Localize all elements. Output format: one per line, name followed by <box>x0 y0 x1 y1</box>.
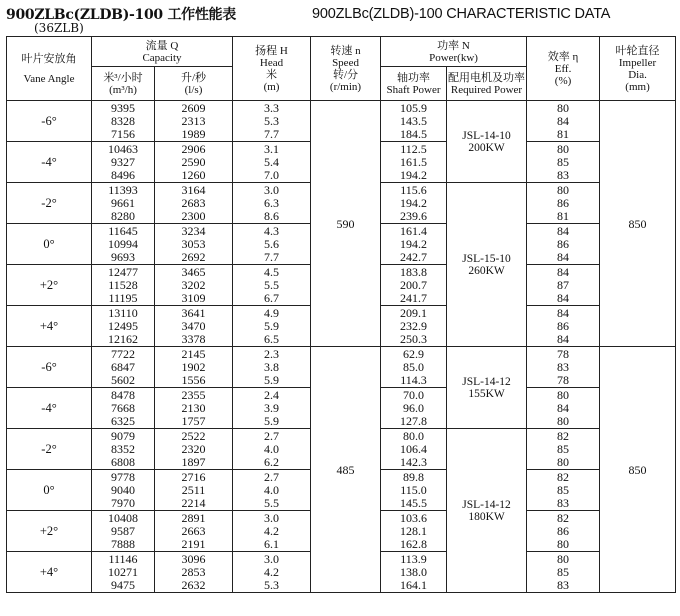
title-cn: 900ZLBc(ZLDB)-100 工作性能表 <box>6 7 236 23</box>
q_ls-value: 3234 <box>181 223 206 238</box>
capacity-m3h-cell <box>92 388 155 429</box>
q_m3h-value: 8496 <box>111 167 135 182</box>
shaft-value: 184.5 <box>400 126 428 141</box>
head-cell <box>233 183 311 224</box>
efficiency-cell <box>527 265 600 306</box>
shaft-value: 164.1 <box>400 577 428 592</box>
q_ls-value: 1260 <box>181 167 206 182</box>
shaft-value: 161.4 <box>400 223 428 238</box>
title-sub: (36ZLB) <box>34 21 84 35</box>
vane-angle-cell: 0° <box>7 470 92 511</box>
eff-value: 85 <box>557 564 570 579</box>
head-value: 6.2 <box>264 454 280 469</box>
motor-model: JSL-14-12 <box>462 375 511 388</box>
q_m3h-value: 6847 <box>111 359 135 374</box>
shaft-value: 232.9 <box>400 318 428 333</box>
shaft-value: 70.0 <box>403 387 425 402</box>
q_m3h-value: 9079 <box>111 428 135 443</box>
q_ls-value: 2590 <box>181 154 206 169</box>
head-value: 4.0 <box>264 482 280 497</box>
shaft-value: 194.2 <box>400 236 428 251</box>
eff-value: 80 <box>557 454 570 469</box>
head-value: 5.9 <box>264 413 280 428</box>
q_m3h-value: 8478 <box>111 387 135 402</box>
impeller-header: 叶轮直径 Impeller Dia. (mm) <box>600 37 676 101</box>
shaft-value: 200.7 <box>400 277 428 292</box>
shaft-value: 161.5 <box>400 154 428 169</box>
q_m3h-value: 11645 <box>108 223 138 238</box>
required-power-cell <box>447 347 527 429</box>
q_ls-value: 2609 <box>181 100 206 115</box>
q_ls-value: 1902 <box>181 359 206 374</box>
eff-value: 80 <box>557 536 570 551</box>
shaft-value: 128.1 <box>400 523 428 538</box>
eff-value: 84 <box>557 264 570 279</box>
head-value: 2.7 <box>264 469 280 484</box>
title-en: 900ZLBc(ZLDB)-100 CHARACTERISTIC DATA <box>312 6 611 22</box>
q_ls-value: 3164 <box>181 182 206 197</box>
power-header: 功率 N Power(kw) <box>381 37 527 67</box>
vane-angle-header: 叶片安放角 Vane Angle <box>7 37 92 101</box>
q_m3h-value: 10271 <box>108 564 138 579</box>
capacity-ls-cell <box>155 224 233 265</box>
capacity-m3h-cell <box>92 429 155 470</box>
q_ls-value: 2716 <box>181 469 206 484</box>
shaft-power-header: 轴功率 Shaft Power <box>381 67 447 101</box>
eff-value: 84 <box>557 223 570 238</box>
head-value: 4.5 <box>264 264 280 279</box>
capacity-ls-cell <box>155 511 233 552</box>
head-value: 6.7 <box>264 290 280 305</box>
head-value: 2.4 <box>264 387 280 402</box>
shaft-power-cell <box>381 347 447 388</box>
q_ls-value: 2891 <box>181 510 206 525</box>
required-power-cell <box>447 429 527 593</box>
eff-value: 86 <box>557 195 570 210</box>
head-value: 6.1 <box>264 536 280 551</box>
head-cell <box>233 388 311 429</box>
q_ls-value: 3202 <box>181 277 206 292</box>
q_m3h-value: 11146 <box>108 551 138 566</box>
q_ls-value: 2355 <box>181 387 206 402</box>
vane-angle-cell: -6° <box>7 101 92 142</box>
shaft-value: 106.4 <box>400 441 428 456</box>
capacity-ls-cell <box>155 552 233 593</box>
q_m3h-value: 11528 <box>108 277 138 292</box>
head-value: 7.7 <box>264 249 280 264</box>
shaft-value: 112.5 <box>400 141 427 156</box>
head-value: 5.9 <box>264 318 280 333</box>
head-value: 3.8 <box>264 359 280 374</box>
shaft-value: 115.0 <box>400 482 427 497</box>
required-power-cell <box>447 101 527 183</box>
shaft-value: 103.6 <box>400 510 428 525</box>
shaft-value: 113.9 <box>400 551 427 566</box>
q_ls-value: 2145 <box>181 346 206 361</box>
vane-angle-cell: -6° <box>7 347 92 388</box>
q_ls-value: 3465 <box>181 264 206 279</box>
eff-value: 80 <box>557 182 570 197</box>
eff-value: 83 <box>557 495 570 510</box>
capacity-m3h-cell <box>92 142 155 183</box>
q_m3h-value: 9693 <box>111 249 135 264</box>
q_ls-value: 2853 <box>181 564 206 579</box>
eff-value: 82 <box>557 510 570 525</box>
q_m3h-value: 9475 <box>111 577 135 592</box>
capacity-ls-cell <box>155 183 233 224</box>
head-value: 4.2 <box>264 564 280 579</box>
head-value: 5.5 <box>264 495 280 510</box>
head-value: 6.3 <box>264 195 280 210</box>
q_m3h-value: 6325 <box>111 413 135 428</box>
motor-model: JSL-15-10 <box>462 252 511 265</box>
eff-value: 81 <box>557 208 570 223</box>
shaft-value: 80.0 <box>403 428 425 443</box>
efficiency-cell <box>527 388 600 429</box>
capacity-ls-cell <box>155 429 233 470</box>
capacity-ls-header: 升/秒 (l/s) <box>155 67 233 101</box>
head-value: 7.0 <box>264 167 280 182</box>
eff-value: 85 <box>557 441 570 456</box>
capacity-header: 流量 Q Capacity <box>92 37 233 67</box>
vane-angle-cell: +2° <box>7 265 92 306</box>
head-value: 3.3 <box>264 100 280 115</box>
eff-value: 84 <box>557 249 570 264</box>
q_m3h-value: 7970 <box>111 495 135 510</box>
capacity-ls-cell <box>155 142 233 183</box>
efficiency-cell <box>527 183 600 224</box>
head-value: 5.9 <box>264 372 280 387</box>
eff-value: 86 <box>557 318 570 333</box>
q_m3h-value: 5602 <box>111 372 135 387</box>
q_m3h-value: 8352 <box>111 441 135 456</box>
efficiency-cell <box>527 101 600 142</box>
motor-power: 180KW <box>468 510 505 523</box>
eff-value: 82 <box>557 469 570 484</box>
vane-angle-cell: +2° <box>7 511 92 552</box>
head-value: 5.4 <box>264 154 280 169</box>
eff-value: 83 <box>557 359 570 374</box>
vane-angle-cell: -2° <box>7 429 92 470</box>
q_m3h-value: 12162 <box>108 331 138 346</box>
q_ls-value: 3109 <box>181 290 206 305</box>
eff-value: 80 <box>557 413 570 428</box>
q_m3h-value: 10408 <box>108 510 138 525</box>
efficiency-cell <box>527 470 600 511</box>
eff-value: 86 <box>557 523 570 538</box>
q_ls-value: 2663 <box>181 523 206 538</box>
q_ls-value: 2906 <box>181 141 206 156</box>
shaft-value: 145.5 <box>400 495 428 510</box>
efficiency-cell <box>527 511 600 552</box>
capacity-ls-cell <box>155 265 233 306</box>
eff-value: 81 <box>557 126 570 141</box>
shaft-power-cell <box>381 265 447 306</box>
head-value: 4.2 <box>264 523 280 538</box>
eff-value: 80 <box>557 141 570 156</box>
vane-angle-cell: +4° <box>7 552 92 593</box>
q_ls-value: 2632 <box>181 577 206 592</box>
q_m3h-value: 10463 <box>108 141 138 156</box>
head-value: 4.9 <box>264 305 280 320</box>
capacity-m3h-cell <box>92 183 155 224</box>
q_m3h-value: 7722 <box>111 346 135 361</box>
shaft-value: 194.2 <box>400 167 428 182</box>
head-value: 4.0 <box>264 441 280 456</box>
efficiency-cell <box>527 224 600 265</box>
head-header: 扬程 H Head 米 (m) <box>233 37 311 101</box>
table-row <box>7 101 676 142</box>
shaft-value: 115.6 <box>400 182 427 197</box>
q_ls-value: 1556 <box>181 372 206 387</box>
capacity-m3h-cell <box>92 101 155 142</box>
eff-value: 84 <box>557 331 570 346</box>
impeller-cell: 850 <box>600 347 676 593</box>
shaft-value: 239.6 <box>400 208 428 223</box>
head-value: 5.3 <box>264 577 280 592</box>
motor-power: 260KW <box>468 264 505 277</box>
shaft-power-cell <box>381 552 447 593</box>
shaft-value: 105.9 <box>400 100 428 115</box>
q_ls-value: 2313 <box>181 113 206 128</box>
q_m3h-value: 10994 <box>108 236 138 251</box>
capacity-m3h-cell <box>92 552 155 593</box>
head-value: 7.7 <box>264 126 280 141</box>
q_m3h-value: 7668 <box>111 400 135 415</box>
shaft-power-cell <box>381 511 447 552</box>
head-value: 3.0 <box>264 510 280 525</box>
efficiency-cell <box>527 142 600 183</box>
q_ls-value: 3470 <box>181 318 206 333</box>
table-row <box>7 347 676 388</box>
eff-value: 80 <box>557 387 570 402</box>
capacity-m3h-cell <box>92 306 155 347</box>
q_m3h-value: 8280 <box>111 208 135 223</box>
capacity-m3h-cell <box>92 265 155 306</box>
eff-value: 86 <box>557 236 570 251</box>
eff-value: 83 <box>557 577 570 592</box>
q_m3h-value: 11195 <box>108 290 138 305</box>
motor-power: 155KW <box>468 387 505 400</box>
vane-angle-cell: -2° <box>7 183 92 224</box>
head-value: 5.3 <box>264 113 280 128</box>
head-cell <box>233 101 311 142</box>
eff-value: 80 <box>557 100 570 115</box>
vane-angle-cell: +4° <box>7 306 92 347</box>
eff-value: 80 <box>557 551 570 566</box>
head-cell <box>233 142 311 183</box>
shaft-value: 89.8 <box>403 469 425 484</box>
efficiency-cell <box>527 347 600 388</box>
impeller-cell: 850 <box>600 101 676 347</box>
eff-value: 87 <box>557 277 570 292</box>
head-value: 2.3 <box>264 346 280 361</box>
shaft-value: 85.0 <box>403 359 425 374</box>
shaft-value: 241.7 <box>400 290 428 305</box>
q_m3h-value: 11393 <box>108 182 138 197</box>
head-value: 5.6 <box>264 236 280 251</box>
shaft-value: 250.3 <box>400 331 428 346</box>
q_m3h-value: 7156 <box>111 126 135 141</box>
q_m3h-value: 8328 <box>111 113 135 128</box>
q_ls-value: 2300 <box>181 208 206 223</box>
speed-cell: 590 <box>311 101 381 347</box>
eff-value: 85 <box>557 154 570 169</box>
efficiency-header: 效率 η Eff. (%) <box>527 37 600 101</box>
eff-value: 84 <box>557 400 570 415</box>
shaft-power-cell <box>381 470 447 511</box>
shaft-value: 114.3 <box>400 372 427 387</box>
shaft-value: 242.7 <box>400 249 428 264</box>
capacity-m3h-header: 米³/小时 (m³/h) <box>92 67 155 101</box>
shaft-power-cell <box>381 142 447 183</box>
motor-power: 200KW <box>468 141 505 154</box>
eff-value: 84 <box>557 290 570 305</box>
head-value: 5.5 <box>264 277 280 292</box>
q_m3h-value: 13110 <box>108 305 138 320</box>
q_ls-value: 2683 <box>181 195 206 210</box>
motor-model: JSL-14-12 <box>462 498 511 511</box>
q_m3h-value: 6808 <box>111 454 135 469</box>
q_ls-value: 2320 <box>181 441 206 456</box>
head-cell <box>233 265 311 306</box>
table-body <box>7 101 676 593</box>
efficiency-cell <box>527 429 600 470</box>
q_ls-value: 1897 <box>181 454 206 469</box>
q_ls-value: 3641 <box>181 305 206 320</box>
eff-value: 78 <box>557 346 570 361</box>
q_m3h-value: 12477 <box>108 264 138 279</box>
vane-angle-cell: -4° <box>7 142 92 183</box>
q_ls-value: 1757 <box>181 413 206 428</box>
efficiency-cell <box>527 552 600 593</box>
q_ls-value: 3378 <box>181 331 206 346</box>
shaft-power-cell <box>381 183 447 224</box>
head-value: 3.0 <box>264 182 280 197</box>
characteristic-table <box>6 36 676 593</box>
shaft-power-cell <box>381 224 447 265</box>
capacity-ls-cell <box>155 347 233 388</box>
head-cell <box>233 306 311 347</box>
eff-value: 85 <box>557 482 570 497</box>
shaft-value: 162.8 <box>400 536 428 551</box>
motor-model: JSL-14-10 <box>462 129 511 142</box>
q_m3h-value: 9040 <box>111 482 135 497</box>
shaft-power-cell <box>381 101 447 142</box>
eff-value: 78 <box>557 372 570 387</box>
speed-cell: 485 <box>311 347 381 593</box>
q_ls-value: 2214 <box>181 495 206 510</box>
eff-value: 82 <box>557 428 570 443</box>
q_m3h-value: 9661 <box>111 195 135 210</box>
capacity-m3h-cell <box>92 511 155 552</box>
shaft-value: 62.9 <box>403 346 425 361</box>
head-value: 3.0 <box>264 551 280 566</box>
head-value: 6.5 <box>264 331 280 346</box>
q_ls-value: 2511 <box>181 482 206 497</box>
capacity-ls-cell <box>155 306 233 347</box>
q_m3h-value: 7888 <box>111 536 135 551</box>
head-cell <box>233 552 311 593</box>
q_ls-value: 2522 <box>181 428 206 443</box>
capacity-ls-cell <box>155 101 233 142</box>
shaft-power-cell <box>381 429 447 470</box>
shaft-value: 127.8 <box>400 413 428 428</box>
q_ls-value: 2130 <box>181 400 206 415</box>
required-power-cell <box>447 183 527 347</box>
shaft-value: 209.1 <box>400 305 428 320</box>
shaft-value: 194.2 <box>400 195 428 210</box>
head-cell <box>233 470 311 511</box>
q_ls-value: 2191 <box>181 536 206 551</box>
shaft-value: 142.3 <box>400 454 428 469</box>
head-cell <box>233 429 311 470</box>
q_ls-value: 3053 <box>181 236 206 251</box>
q_ls-value: 1989 <box>181 126 206 141</box>
head-value: 4.3 <box>264 223 280 238</box>
speed-header: 转速 n Speed 转/分 (r/min) <box>311 37 381 101</box>
capacity-m3h-cell <box>92 347 155 388</box>
head-cell <box>233 224 311 265</box>
head-value: 3.9 <box>264 400 280 415</box>
head-cell <box>233 511 311 552</box>
head-value: 3.1 <box>264 141 280 156</box>
shaft-power-cell <box>381 306 447 347</box>
head-value: 8.6 <box>264 208 280 223</box>
q_m3h-value: 9327 <box>111 154 135 169</box>
q_m3h-value: 9395 <box>111 100 135 115</box>
capacity-m3h-cell <box>92 224 155 265</box>
eff-value: 84 <box>557 113 570 128</box>
required-power-header: 配用电机及功率 Required Power <box>447 67 527 101</box>
head-value: 2.7 <box>264 428 280 443</box>
capacity-m3h-cell <box>92 470 155 511</box>
q_ls-value: 2692 <box>181 249 206 264</box>
q_m3h-value: 9778 <box>111 469 135 484</box>
capacity-ls-cell <box>155 470 233 511</box>
q_ls-value: 3096 <box>181 551 206 566</box>
shaft-power-cell <box>381 388 447 429</box>
shaft-value: 138.0 <box>400 564 428 579</box>
q_m3h-value: 9587 <box>111 523 135 538</box>
shaft-value: 183.8 <box>400 264 428 279</box>
eff-value: 84 <box>557 305 570 320</box>
head-cell <box>233 347 311 388</box>
vane-angle-cell: -4° <box>7 388 92 429</box>
efficiency-cell <box>527 306 600 347</box>
shaft-value: 143.5 <box>400 113 428 128</box>
vane-angle-cell: 0° <box>7 224 92 265</box>
eff-value: 83 <box>557 167 570 182</box>
capacity-ls-cell <box>155 388 233 429</box>
shaft-value: 96.0 <box>403 400 425 415</box>
q_m3h-value: 12495 <box>108 318 138 333</box>
